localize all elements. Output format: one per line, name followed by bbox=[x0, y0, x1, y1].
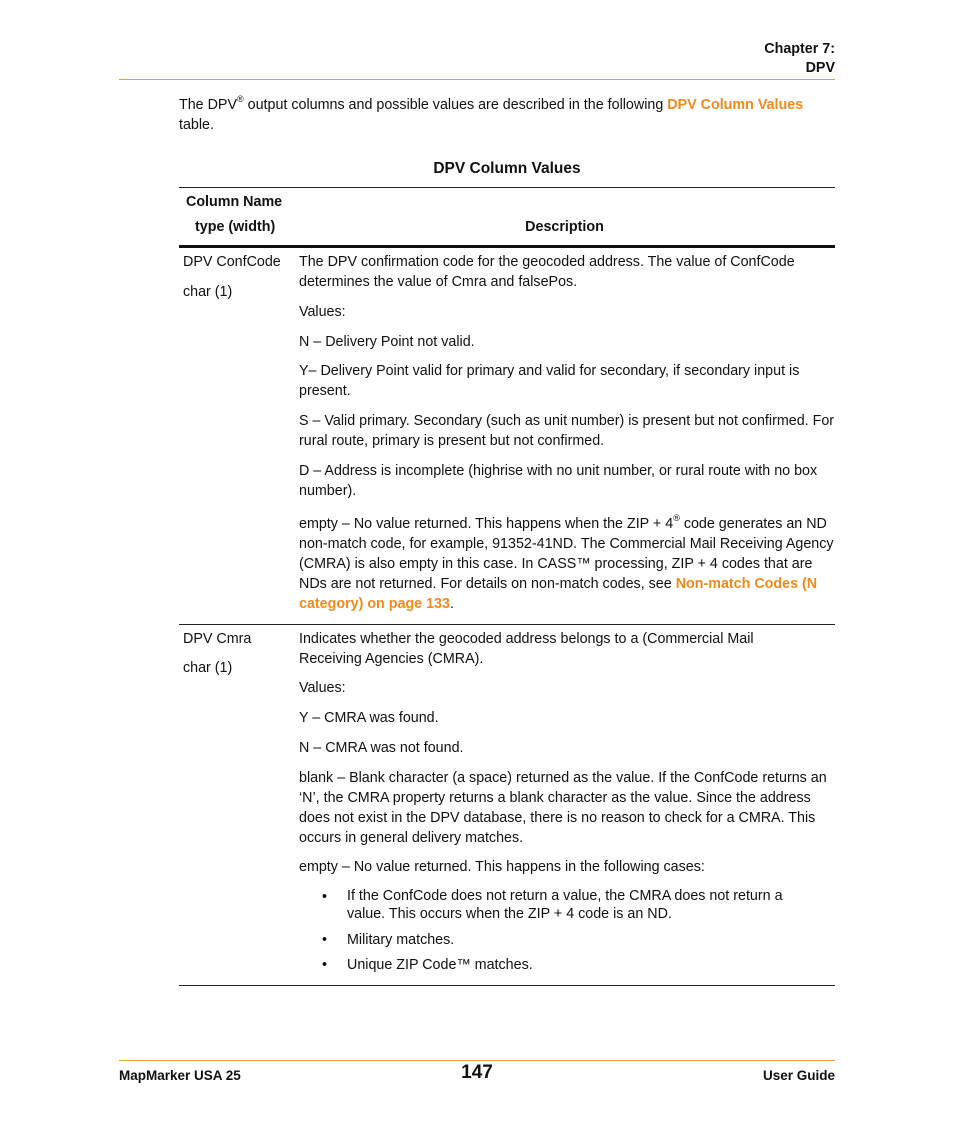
row-value-item: D – Address is incomplete (highrise with no unit number, or rural route with no box number). bbox=[299, 463, 818, 499]
header-chapter-label: Chapter 7: bbox=[764, 41, 835, 57]
table-bottom-rule bbox=[179, 985, 835, 986]
row-divider bbox=[179, 624, 835, 625]
row-value-item: blank – Blank character (a space) returned as the value. If the ConfCode returns an ‘N’, the CMRA property returns a blank character as the value. Since the address does not exist in the DPV database, there is no reason to check for a CMRA. This occurs in general delivery matches. bbox=[299, 770, 827, 846]
intro-text-before: The DPV bbox=[179, 97, 238, 113]
row-value-item: empty – No value returned. This happens in the following cases: bbox=[299, 859, 705, 875]
footer-rule bbox=[119, 1060, 835, 1061]
col1-header-line2: type (width) bbox=[195, 219, 276, 235]
row-column-name: DPV ConfCode bbox=[183, 254, 281, 270]
row-values-label: Values: bbox=[299, 304, 346, 320]
intro-text-middle: output columns and possible values are described in the following bbox=[243, 97, 668, 113]
row-values-label: Values: bbox=[299, 680, 346, 696]
list-item: Military matches. bbox=[347, 932, 455, 948]
empty-end: . bbox=[449, 596, 454, 612]
footer-product: MapMarker USA 25 bbox=[119, 1068, 241, 1083]
footer-doc-type: User Guide bbox=[762, 1068, 835, 1083]
row-value-item: N – CMRA was not found. bbox=[299, 740, 464, 756]
table-top-rule bbox=[179, 187, 835, 188]
intro-text-after: table. bbox=[179, 117, 214, 133]
table-title: DPV Column Values bbox=[433, 160, 581, 177]
col1-header-line1: Column Name bbox=[186, 194, 283, 210]
row-empty-description bbox=[299, 514, 835, 614]
row-description-intro: The DPV confirmation code for the geocoded address. The value of ConfCode determines the value of Cmra and falsePos. bbox=[299, 254, 795, 290]
row-value-item: S – Valid primary. Secondary (such as unit number) is present but not confirmed. For rural route, primary is present but not confirmed. bbox=[299, 413, 835, 449]
dpv-column-values-link[interactable]: DPV Column Values bbox=[667, 97, 804, 113]
bullet-icon: • bbox=[322, 957, 328, 973]
row-column-name: DPV Cmra bbox=[183, 631, 252, 647]
row-description-intro: Indicates whether the geocoded address belongs to a (Commercial Mail Receiving Agencies (CMRA). bbox=[299, 631, 754, 667]
list-item: If the ConfCode does not return a value, the CMRA does not return a value. This occurs when the ZIP + 4 code is an ND. bbox=[347, 888, 783, 922]
registered-mark: ® bbox=[237, 94, 244, 105]
bullet-icon: • bbox=[322, 889, 328, 905]
table-header-rule bbox=[179, 245, 835, 248]
row-value-item: Y– Delivery Point valid for primary and valid for secondary, if secondary input is present. bbox=[299, 363, 800, 399]
header-rule bbox=[119, 79, 835, 80]
empty-text-after: code generates an ND non-match code, for example, 91352-41ND. The Commercial Mail Receiving Agency (CMRA) is also empty in this case. In CASS™ processing, ZIP + 4 codes that are NDs are not returned. For details on non-match codes, see bbox=[299, 516, 834, 592]
row-value-item: N – Delivery Point not valid. bbox=[299, 334, 475, 350]
row-column-type: char (1) bbox=[183, 660, 233, 676]
registered-mark: ® bbox=[673, 513, 680, 524]
col2-header: Description bbox=[525, 219, 604, 235]
row-column-type: char (1) bbox=[183, 284, 233, 300]
empty-text-before: empty – No value returned. This happens when the ZIP + 4 bbox=[299, 516, 674, 532]
bullet-icon: • bbox=[322, 932, 328, 948]
page-number: 147 bbox=[461, 1062, 493, 1083]
row-value-item: Y – CMRA was found. bbox=[299, 710, 439, 726]
list-item: Unique ZIP Code™ matches. bbox=[347, 957, 533, 973]
non-match-codes-link[interactable]: Non-match Codes (N category) on page 133 bbox=[299, 576, 818, 612]
intro-paragraph bbox=[179, 95, 839, 135]
header-chapter-name: DPV bbox=[805, 60, 835, 76]
